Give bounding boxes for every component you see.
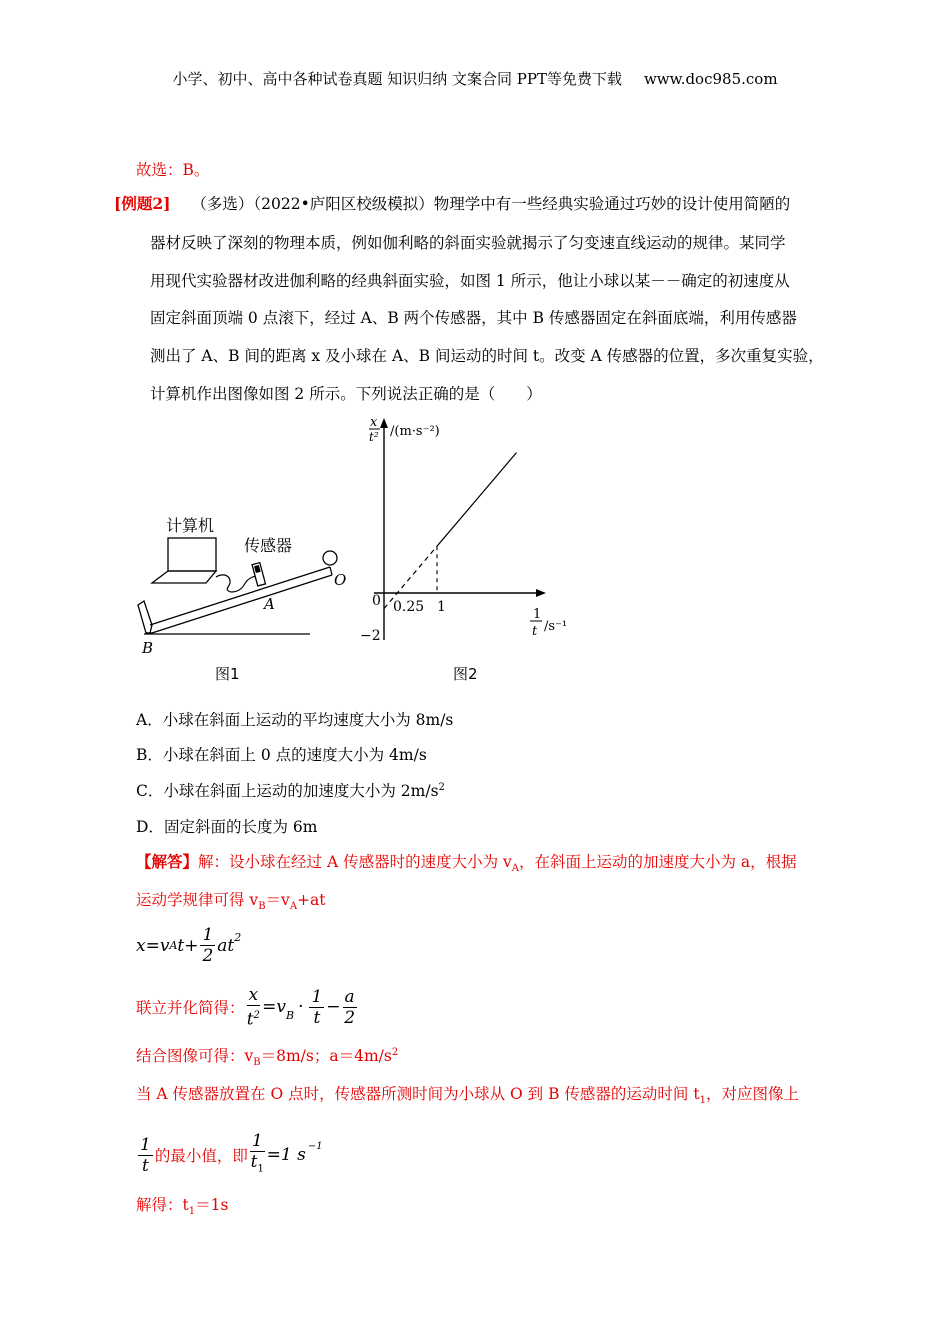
option-a-text: 小球在斜面上运动的平均速度大小为 8m/s xyxy=(162,711,454,729)
result-sup: 2 xyxy=(391,1046,399,1058)
y-label-num: x xyxy=(370,415,378,430)
eq1-frac-num: 1 xyxy=(202,925,214,945)
figure2-graph xyxy=(360,412,590,652)
min-eq-sup: −1 xyxy=(307,1141,323,1152)
x-label-num: 1 xyxy=(533,607,542,622)
eq2-frac2-den: t xyxy=(313,1007,321,1028)
option-d-letter: D． xyxy=(136,818,164,836)
option-b-letter: B． xyxy=(136,746,163,764)
question-line-4: 固定斜面顶端 0 点滚下，经过 A、B 两个传感器，其中 B 传感器固定在斜面底端，利用传感器 xyxy=(150,309,797,327)
solution-o-line xyxy=(136,1082,799,1106)
min-frac-den: t xyxy=(141,1155,149,1176)
min-text: 的最小值，即 xyxy=(154,1147,248,1166)
tick-025-label: 0.25 xyxy=(393,599,425,615)
eq2-dot: · xyxy=(298,997,304,1018)
solution-line2-sub-a: A xyxy=(289,901,298,913)
question-line-3: 用现代实验器材改进伽利略的经典斜面实验，如图 1 所示，他让小球以某－－确定的初速度从 xyxy=(150,272,790,290)
eq2-frac1-den: t xyxy=(246,1009,254,1030)
x-label-unit: /s⁻¹ xyxy=(544,619,568,634)
point-O-label: O xyxy=(334,571,347,589)
header-text: 小学、初中、高中各种试卷真题 知识归纳 文案合同 PPT等免费下载 xyxy=(172,70,622,88)
eq1-left: x=v xyxy=(136,935,170,956)
solution-line2-sub-b: B xyxy=(258,901,266,913)
result-sub: B xyxy=(253,1057,261,1069)
sensor-label: 传感器 xyxy=(244,536,293,555)
question-line-1 xyxy=(114,192,790,214)
solution-line2-c: ＝v xyxy=(265,891,290,909)
page-header xyxy=(0,68,950,89)
eq2-frac3-num: a xyxy=(344,986,355,1007)
option-a-letter: A． xyxy=(136,711,163,729)
result-a: 结合图像可得：v xyxy=(136,1047,254,1065)
y-axis-arrow xyxy=(380,418,388,428)
min-frac2 xyxy=(250,1131,265,1179)
point-B-label: B xyxy=(142,639,154,657)
solve-a: 解得：t xyxy=(136,1196,189,1214)
min-frac xyxy=(138,1135,153,1176)
question-line-6: 计算机作出图像如图 2 所示。下列说法正确的是（ ） xyxy=(150,385,542,403)
option-b xyxy=(136,743,427,765)
eq2-mid: =v xyxy=(262,997,286,1018)
min-frac2-num: 1 xyxy=(251,1131,263,1151)
option-d-text: 固定斜面的长度为 6m xyxy=(163,818,318,836)
solve-c: ＝1s xyxy=(195,1196,229,1214)
option-c xyxy=(136,779,445,801)
option-a xyxy=(136,708,453,730)
eq2-frac1 xyxy=(247,985,261,1030)
option-b-text: 小球在斜面上 0 点的速度大小为 4m/s xyxy=(162,746,427,764)
laptop-icon xyxy=(152,538,216,583)
eq2-frac1-num: x xyxy=(248,985,259,1005)
eq1-sub: A xyxy=(169,939,178,952)
solution-line1-part-a: 解：设小球在经过 A 传感器时的速度大小为 v xyxy=(198,853,512,871)
figure1-diagram xyxy=(130,505,360,685)
data-solid-line xyxy=(437,453,517,547)
min-frac2-den-sub: 1 xyxy=(257,1163,264,1175)
solution-line2-e: +at xyxy=(297,891,326,909)
eq2-frac2-num: 1 xyxy=(311,986,323,1007)
solution-result xyxy=(136,1044,398,1068)
header-url[interactable]: www.doc985.com xyxy=(643,70,778,88)
y-label-den: t² xyxy=(369,430,379,444)
solution-line1-part-c: ，在斜面上运动的加速度大小为 a，根据 xyxy=(518,853,797,871)
figure2-caption: 图2 xyxy=(453,665,478,683)
question-line-5: 测出了 A、B 间的距离 x 及小球在 A、B 间运动的时间 t。改变 A 传感器的位置，多次重复实验， xyxy=(150,347,824,365)
eq2-frac2 xyxy=(309,987,324,1028)
question-label: [例题2] xyxy=(114,194,171,213)
solve-sub: 1 xyxy=(188,1206,196,1218)
option-c-sup: 2 xyxy=(438,781,445,793)
x-axis-arrow xyxy=(536,589,546,597)
o-line-sub: 1 xyxy=(699,1095,706,1107)
x-label-den: t xyxy=(532,624,538,639)
solution-line2-a: 运动学规律可得 v xyxy=(136,891,259,909)
origin-label: 0 xyxy=(372,593,381,609)
eq1-right: at xyxy=(217,935,235,956)
eq2-frac3-den: 2 xyxy=(344,1007,356,1028)
solution-line1-sub: A xyxy=(511,863,519,875)
result-c: ＝8m/s；a＝4m/s xyxy=(260,1047,392,1065)
simplify-label: 联立并化简得： xyxy=(136,999,245,1018)
ball xyxy=(323,551,337,565)
incline-ramp xyxy=(138,567,332,634)
equation-displacement xyxy=(136,925,241,966)
o-line-a: 当 A 传感器放置在 O 点时，传感器所测时间为小球从 O 到 B 传感器的运动时间 t xyxy=(136,1085,700,1103)
question-line-2: 器材反映了深刻的物理本质，例如伽利略的斜面实验就揭示了匀变速直线运动的规律。某同学 xyxy=(150,234,786,252)
eq1-frac-den: 2 xyxy=(202,946,214,966)
eq2-frac3 xyxy=(343,987,357,1028)
eq1-sup: 2 xyxy=(234,931,242,944)
o-line-c: ，对应图像上 xyxy=(705,1085,799,1103)
equation-simplified xyxy=(136,985,359,1030)
solution-line-1 xyxy=(136,850,797,874)
min-frac2-den: t xyxy=(250,1152,258,1172)
computer-label: 计算机 xyxy=(166,516,215,535)
min-frac-num: 1 xyxy=(140,1134,151,1155)
solution-solve xyxy=(136,1193,228,1217)
eq2-frac1-den-sup: 2 xyxy=(253,1010,260,1021)
cable-line xyxy=(216,575,260,592)
figure1-caption: 图1 xyxy=(215,665,240,683)
option-d xyxy=(136,815,317,837)
solution-min-line xyxy=(136,1131,323,1179)
solution-tag: 【解答】 xyxy=(136,852,199,871)
question-text-1: （多选）（2022•庐阳区校级模拟）物理学中有一些经典实验通过巧妙的设计使用简陋的 xyxy=(191,195,791,213)
option-c-letter: C． xyxy=(136,782,164,800)
min-eq: =1 s xyxy=(266,1145,306,1166)
tick-1-label: 1 xyxy=(437,599,446,615)
tick-neg2-label: −2 xyxy=(360,628,381,644)
eq1-fraction xyxy=(200,925,215,966)
eq2-minus: − xyxy=(326,997,341,1018)
solution-line-2 xyxy=(136,888,326,912)
option-c-text: 小球在斜面上运动的加速度大小为 2m/s xyxy=(163,782,439,800)
sensor-icon xyxy=(252,563,265,586)
eq2-sub: B xyxy=(285,1008,295,1022)
y-label-unit: /(m·s⁻²) xyxy=(390,424,440,439)
prev-answer: 故选：B。 xyxy=(136,161,210,179)
eq1-mid: t+ xyxy=(177,935,199,956)
point-A-label: A xyxy=(264,595,275,613)
